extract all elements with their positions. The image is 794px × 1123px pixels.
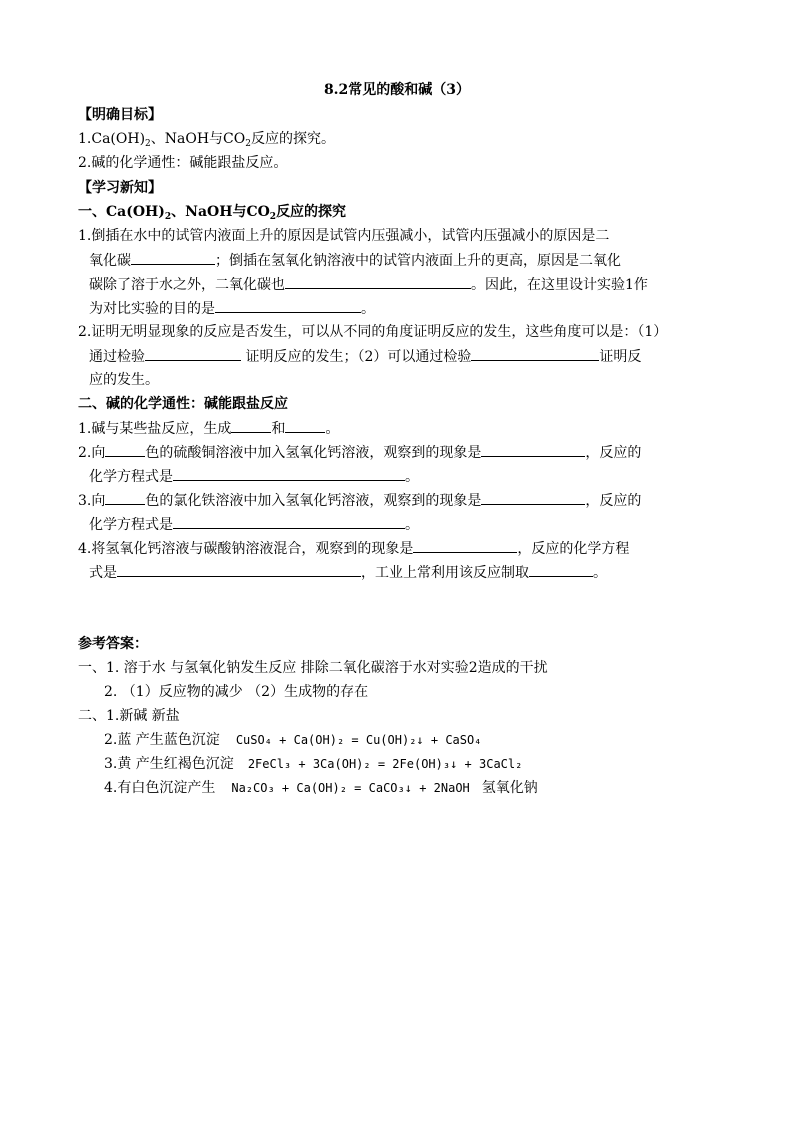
objectives-heading: 【明确目标】 xyxy=(78,107,162,123)
section-2-heading: 二、碱的化学通性：碱能跟盐反应 xyxy=(78,396,288,412)
blank-field[interactable] xyxy=(285,276,471,289)
blank-field[interactable] xyxy=(117,564,361,577)
blank-field[interactable] xyxy=(481,444,585,457)
equation: 2FeCl₃ + 3Ca(OH)₂ = 2Fe(OH)₃↓ + 3CaCl₂ xyxy=(247,757,523,771)
p2-line-1: 2.向 色的硫酸铜溶液中加入氢氧化钙溶液，观察到的现象是 ，反应的 xyxy=(78,445,642,461)
page-title: 8.2常见的酸和碱（3） xyxy=(323,82,471,98)
equation: CuSO₄ + Ca(OH)₂ = Cu(OH)₂↓ + CaSO₄ xyxy=(235,733,482,747)
objective-2: 2.碱的化学通性：碱能跟盐反应。 xyxy=(78,155,288,171)
blank-field[interactable] xyxy=(105,444,145,457)
blank-field[interactable] xyxy=(131,252,215,265)
blank-field[interactable] xyxy=(481,492,585,505)
answer-2: 2. （1）反应物的减少 （2）生成物的存在 xyxy=(104,684,369,700)
answer-4: 2.蓝 产生蓝色沉淀 CuSO₄ + Ca(OH)₂ = Cu(OH)₂↓ + CaSO₄ xyxy=(104,732,482,748)
answer-3: 二、1.新碱 新盐 xyxy=(78,708,180,724)
p4-line-2: 式是 ，工业上常利用该反应制取 。 xyxy=(89,565,607,581)
equation: Na₂CO₃ + Ca(OH)₂ = CaCO₃↓ + 2NaOH xyxy=(231,781,470,795)
p4-line-1: 4.将氢氧化钙溶液与碳酸钠溶液混合，观察到的现象是 ，反应的化学方程 xyxy=(78,541,630,557)
blank-field[interactable] xyxy=(215,300,361,313)
blank-field[interactable] xyxy=(173,516,405,529)
section-1-heading: 一、$Ca(OH)_2$、NaOH与$CO_2$反应的探究 xyxy=(78,204,347,222)
blank-field[interactable] xyxy=(105,492,145,505)
answer-1: 一、1. 溶于水 与氢氧化钠发生反应 排除二氧化碳溶于水对实验2造成的干扰 xyxy=(78,660,548,676)
p3-line-1: 3.向 色的氯化铁溶液中加入氢氧化钙溶液，观察到的现象是 ，反应的 xyxy=(78,493,642,509)
q2-line-2: 通过检验 证明反应的发生；（2）可以通过检验 证明反 xyxy=(89,349,642,365)
blank-field[interactable] xyxy=(471,348,599,361)
blank-field[interactable] xyxy=(173,468,405,481)
blank-field[interactable] xyxy=(529,564,593,577)
blank-field[interactable] xyxy=(145,348,241,361)
blank-field[interactable] xyxy=(285,420,325,433)
blank-field[interactable] xyxy=(231,420,271,433)
q1-line-2: 氧化碳 ；倒插在氢氧化钠溶液中的试管内液面上升的更高，原因是二氧化 xyxy=(89,253,621,269)
objective-1: $1.Ca(OH)_2$、NaOH与$CO_2$反应的探究。 xyxy=(78,131,335,149)
answer-6: 4.有白色沉淀产生 Na₂CO₃ + Ca(OH)₂ = CaCO₃↓ + 2NaOH 氢氧化钠 xyxy=(104,780,538,796)
p2-line-2: 化学方程式是 。 xyxy=(89,469,419,485)
q2-line-1: 2.证明无明显现象的反应是否发生，可以从不同的角度证明反应的发生，这些角度可以是：（1） xyxy=(78,324,668,340)
p3-line-2: 化学方程式是 。 xyxy=(89,517,419,533)
q1-line-3: 碳除了溶于水之外，二氧化碳也 。因此，在这里设计实验1作 xyxy=(89,277,648,293)
answer-5: 3.黄 产生红褐色沉淀 2FeCl₃ + 3Ca(OH)₂ = 2Fe(OH)₃↓ + 3CaCl₂ xyxy=(104,756,523,772)
p1-line: 1.碱与某些盐反应，生成 和 。 xyxy=(78,421,340,437)
q1-line-1: 1.倒插在水中的试管内液面上升的原因是试管内压强减小，试管内压强减小的原因是二 xyxy=(78,228,610,244)
q1-line-4: 为对比实验的目的是 。 xyxy=(89,301,375,317)
study-heading: 【学习新知】 xyxy=(78,180,162,196)
q2-line-3: 应的发生。 xyxy=(89,372,159,388)
blank-field[interactable] xyxy=(413,540,517,553)
answers-heading: 参考答案： xyxy=(78,636,148,652)
